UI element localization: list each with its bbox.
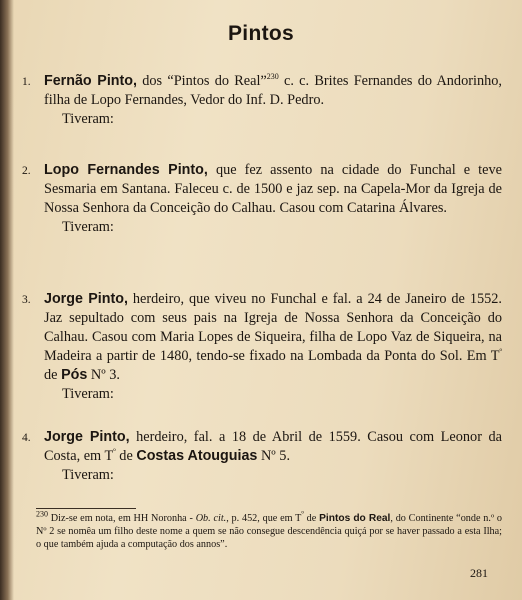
tiveram-label: Tiveram: bbox=[62, 467, 114, 483]
page-gutter-shadow bbox=[0, 0, 14, 600]
ordinal-marker: º bbox=[301, 509, 304, 519]
footnote-text-part: Diz-se em nota, em HH Noronha - bbox=[48, 513, 196, 524]
footnote-marker: 230 bbox=[36, 509, 48, 519]
entry-text bbox=[44, 161, 502, 218]
genealogy-entry-4 bbox=[22, 428, 502, 485]
footnote bbox=[36, 509, 502, 551]
family-reference: Pós bbox=[61, 367, 88, 383]
tiveram-label: Tiveram: bbox=[62, 219, 114, 235]
tiveram-label: Tiveram: bbox=[62, 111, 114, 127]
entry-number: 3. bbox=[22, 294, 31, 306]
genealogy-entry-2 bbox=[22, 161, 502, 237]
entry-text-part: c. c. Brites Fernandes do Andorinho, filha de Lopo Fernandes, Vedor do Inf. D. Pedro. bbox=[44, 73, 502, 108]
genealogy-entry-1 bbox=[22, 72, 502, 129]
person-name: Lopo Fernandes Pinto, bbox=[44, 162, 208, 178]
entry-text-part: Nº 3. bbox=[87, 367, 120, 383]
ordinal-marker: º bbox=[113, 447, 116, 457]
footnote-text-part: de bbox=[303, 513, 320, 524]
entry-text bbox=[44, 428, 502, 466]
footnote-citation: Ob. cit. bbox=[195, 513, 227, 524]
footnote-text-part: , do Continente “onde n.º o Nº 2 se nomêa um filho deste nome a quem se não consegue descendência quiçá por se haver passado a esta Ilha; o que também ajuda a computação dos annos”. bbox=[36, 513, 502, 550]
footnote-text-part: , p. 452, que em T bbox=[226, 513, 302, 524]
ordinal-marker: º bbox=[499, 347, 502, 357]
person-name: Fernão Pinto, bbox=[44, 73, 138, 89]
entry-text-part: herdeiro, fal. a 18 de Abril de 1559. Casou com Leonor da Costa, em T bbox=[44, 429, 502, 464]
person-name: Jorge Pinto, bbox=[44, 291, 128, 307]
entry-text bbox=[44, 72, 502, 110]
family-reference: Costas Atouguias bbox=[136, 448, 258, 464]
entry-text-part: de bbox=[44, 367, 62, 383]
entry-number: 1. bbox=[22, 76, 31, 88]
person-name: Jorge Pinto, bbox=[44, 429, 130, 445]
footnote-reference: 230 bbox=[266, 72, 279, 82]
page-title: Pintos bbox=[228, 22, 294, 45]
family-reference: Pintos do Real bbox=[319, 513, 391, 524]
footnote-divider bbox=[36, 508, 136, 509]
entry-number: 2. bbox=[22, 165, 31, 177]
entry-text-part: Nº 5. bbox=[257, 448, 291, 464]
entry-number: 4. bbox=[22, 432, 31, 444]
entry-text bbox=[44, 290, 502, 385]
genealogy-entry-3 bbox=[22, 290, 502, 404]
entry-text-part: dos “Pintos do Real” bbox=[137, 73, 267, 89]
tiveram-label: Tiveram: bbox=[62, 386, 114, 402]
entry-text-part: de bbox=[115, 448, 137, 464]
entry-text-part: que fez assento na cidade do Funchal e teve Sesmaria em Santana. Faleceu c. de 1500 e jaz sep. na Capela-Mor da Igreja de Nossa Senhora da Conceição do Calhau. Casou com Catarina Álvares. bbox=[44, 162, 502, 216]
page-number: 281 bbox=[470, 566, 488, 580]
entry-text-part: herdeiro, que viveu no Funchal e fal. a 24 de Janeiro de 1552. Jaz sepultado com seus pais na Igreja de Nossa Senhora da Conceição do Calhau. Casou com Maria Lopes de Siqueira, filha de Lopo Vaz de Siqueira, na Madeira a partir de 1480, tendo-se fixado na Lombada da Ponta do Sol. Em T bbox=[44, 291, 502, 364]
